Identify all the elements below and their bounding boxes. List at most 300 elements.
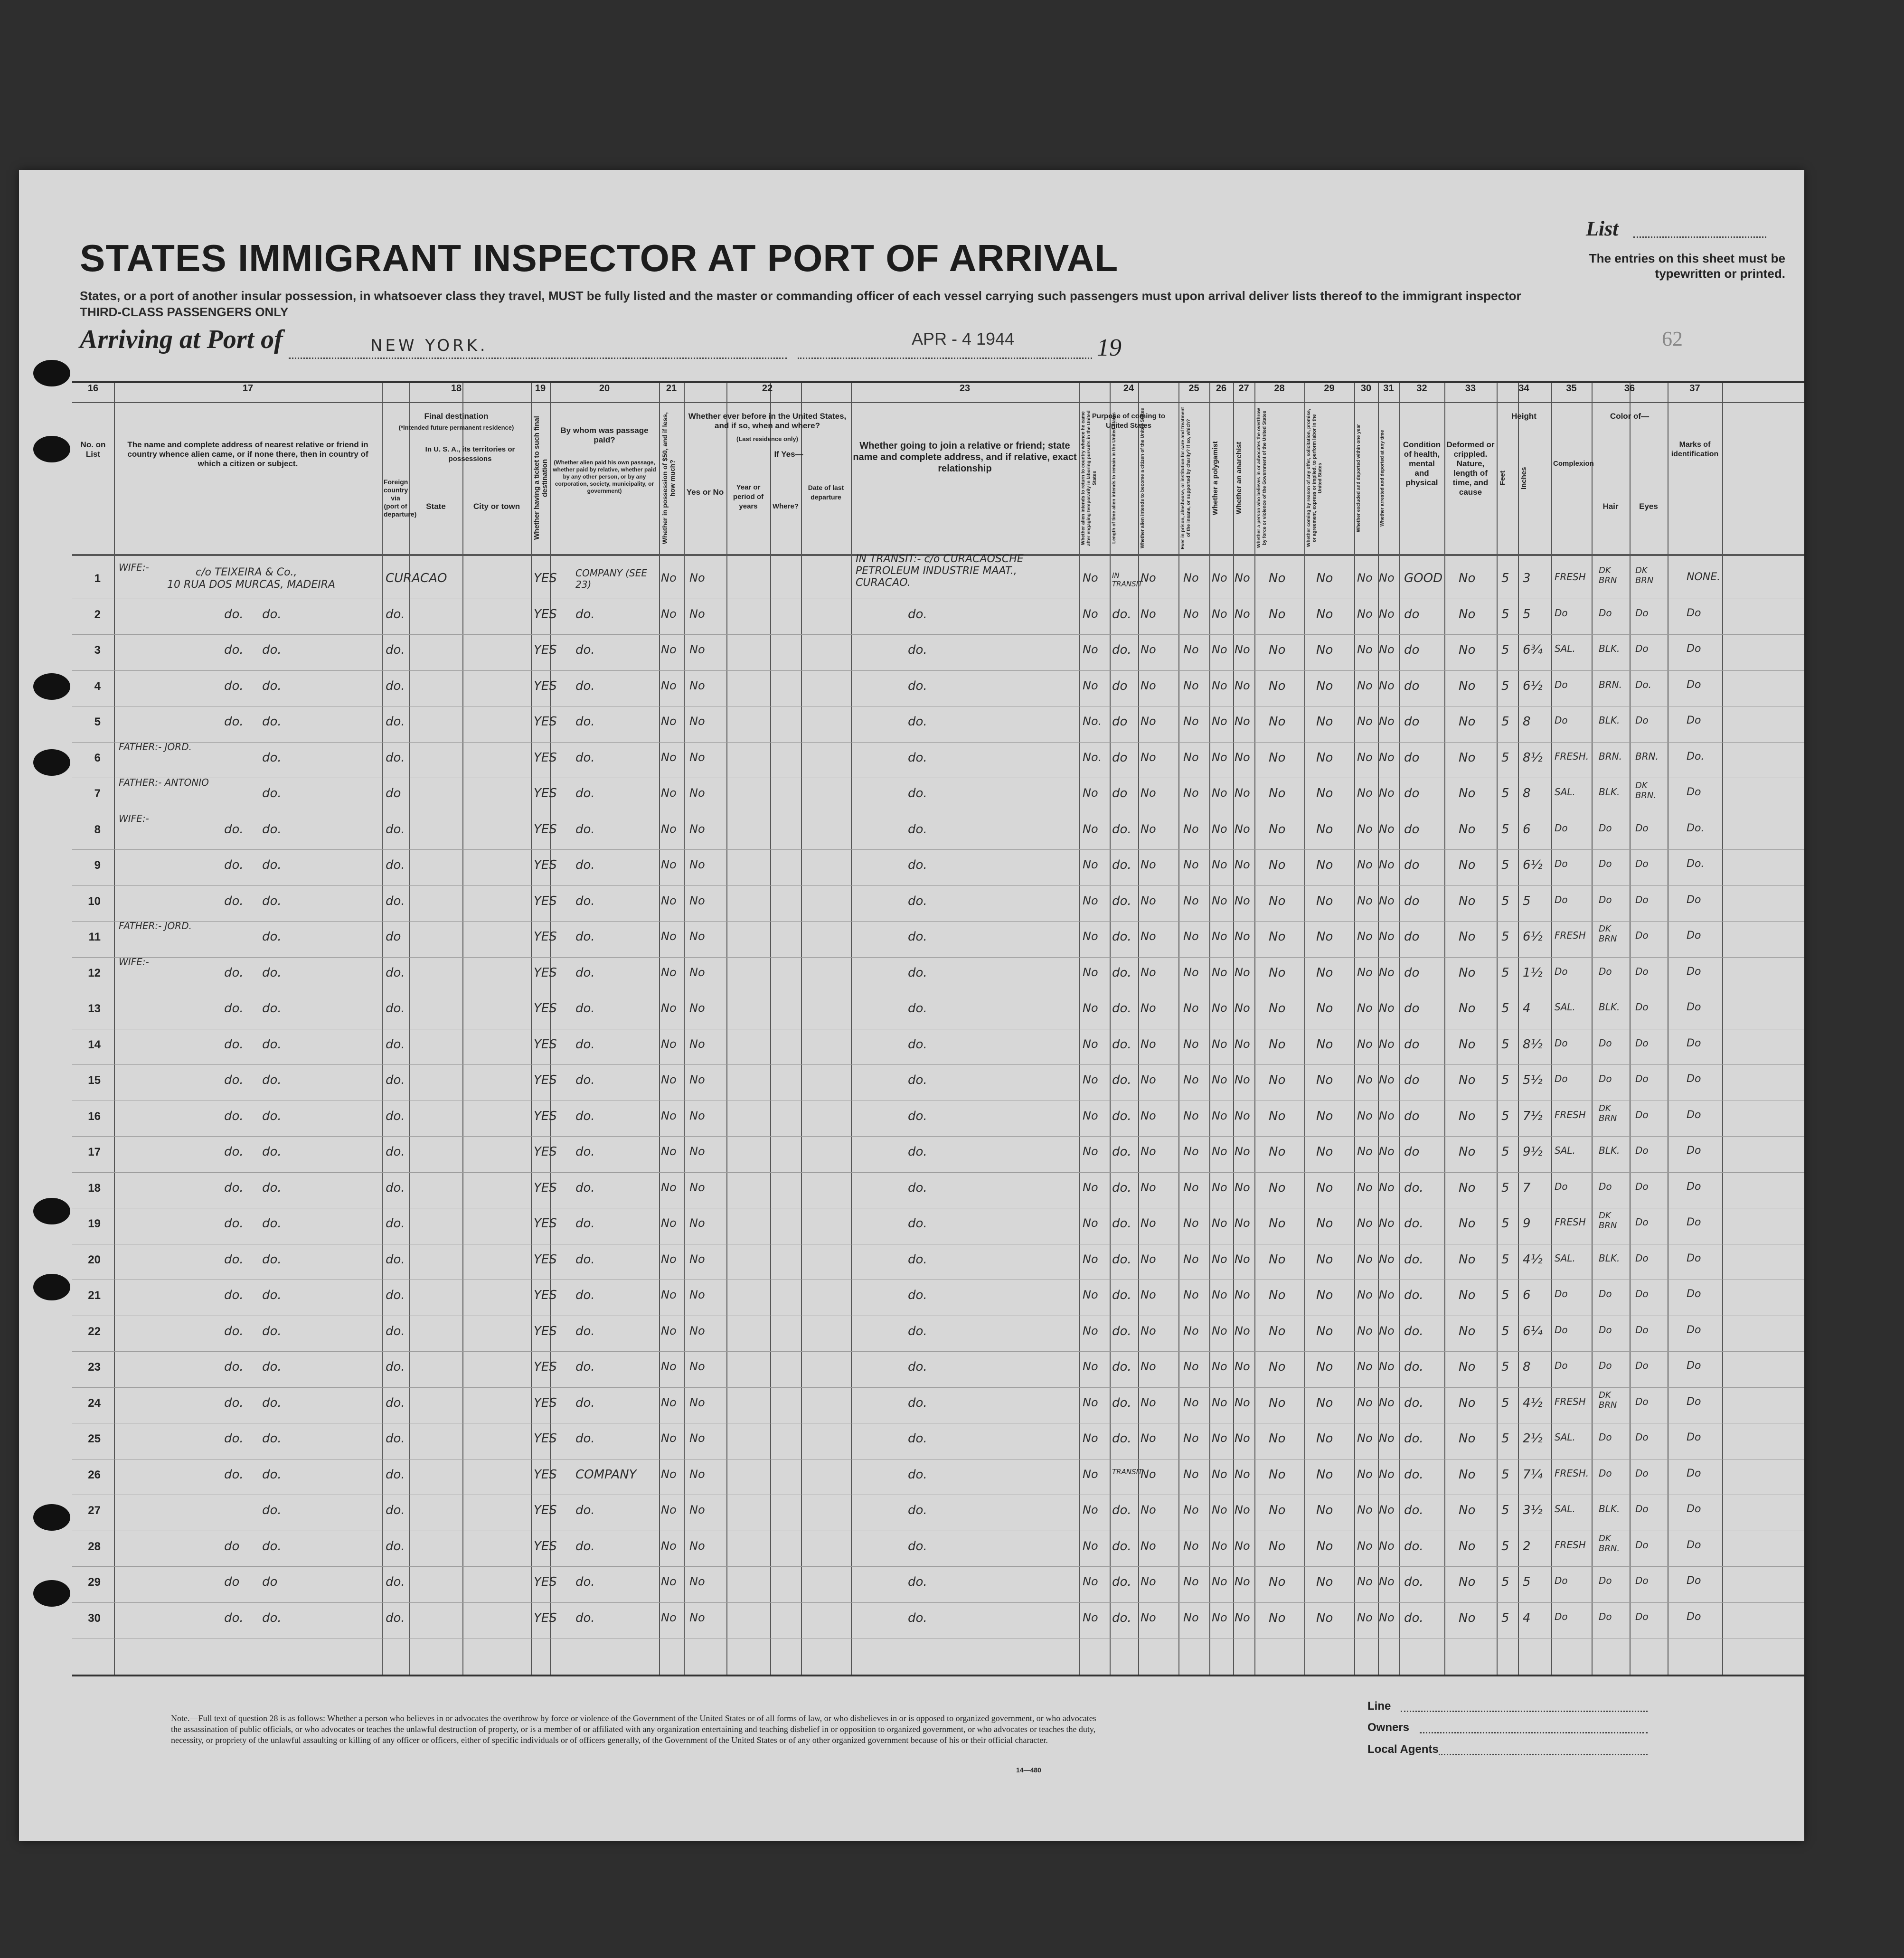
footnote: Note.—Full text of question 28 is as follows: Whether a person who believes in or advocates the overthrow by force or violence of the Government of the United States or of all forms of law, or who disbelieves in or is opposed to organized government, or who advocates the assassination of public officials, or who advocates or teaches the unlawful destruction of property, or is a member of or affiliated with any organization entertaining and teaching disbelief in or opposition to organized government, or who advocates or teaches the duty, necessity, or propriety of the unlawful assaulting or killing of any officer or officers, either of specific individuals or of officers generally, of the Government of the United States or of any other organized government because of his or their official character. xyxy=(171,1713,1096,1745)
row-rule xyxy=(72,1566,1804,1567)
arrival-date: APR - 4 1944 xyxy=(912,329,1015,348)
cell-c29: No xyxy=(1316,1037,1333,1052)
cell-c31: No xyxy=(1379,1145,1395,1158)
cell-bef: No xyxy=(689,1360,705,1373)
cell-c25: No xyxy=(1183,858,1199,871)
cell-tkt: YES xyxy=(534,822,557,837)
column-number: 18 xyxy=(451,383,462,394)
cell-cond: do. xyxy=(1404,1324,1423,1338)
cell-c30: No xyxy=(1357,965,1373,979)
cell-def: No xyxy=(1459,678,1476,693)
cell-paid: do. xyxy=(575,930,595,944)
cell-def: No xyxy=(1459,607,1476,621)
column-heading: Height xyxy=(1511,412,1536,421)
column-heading: (Last residence only) xyxy=(736,435,799,442)
cell-eyes: BRN. xyxy=(1635,750,1659,762)
row-number: 15 xyxy=(88,1074,101,1087)
column-heading: Whether a polygamist xyxy=(1211,441,1219,515)
cell-bef: No xyxy=(689,1503,705,1516)
cell-cx: FRESH xyxy=(1555,1539,1586,1551)
cell-cx: SAL. xyxy=(1555,1001,1575,1013)
cell-cond: do xyxy=(1404,930,1420,944)
cell-c30: No xyxy=(1357,858,1373,871)
column-heading: Whether having a ticket to such final destination xyxy=(533,416,549,540)
cell-ft: 5 xyxy=(1501,1252,1509,1267)
cell-c27: No xyxy=(1235,678,1250,692)
cell-bef: No xyxy=(689,930,705,943)
cell-cond: do xyxy=(1404,643,1420,657)
cell-bef: No xyxy=(689,1467,705,1481)
column-number: 16 xyxy=(87,383,99,394)
cell-join: do. xyxy=(908,678,927,693)
cell-def: No xyxy=(1459,1431,1476,1446)
cell-via: do. xyxy=(386,1288,405,1302)
row-number: 9 xyxy=(94,859,101,872)
cell-c31: No xyxy=(1379,643,1395,656)
column-heading: Final destination xyxy=(424,412,489,421)
cell-cx: Do xyxy=(1555,1324,1568,1336)
cell-name: do. xyxy=(224,1610,244,1625)
cell-c30: No xyxy=(1357,1324,1373,1337)
cell-via: do xyxy=(386,786,401,800)
cell-tkt: YES xyxy=(534,1503,557,1517)
cell-paid: do. xyxy=(575,1575,595,1589)
column-heading: If Yes— xyxy=(774,450,803,459)
cell-c26: No xyxy=(1212,643,1227,656)
cell-rel: FATHER:- JORD. xyxy=(119,741,192,753)
cell-c28: No xyxy=(1269,1467,1286,1482)
cell-p1: No xyxy=(1083,965,1098,979)
cell-p3: No xyxy=(1141,1037,1156,1051)
cell-p2: IN TRANSIT xyxy=(1112,571,1143,588)
cell-cond: do. xyxy=(1404,1395,1423,1410)
cell-p1: No xyxy=(1083,1109,1098,1122)
list-label: List xyxy=(1586,217,1619,240)
cell-eyes: Do xyxy=(1635,607,1649,619)
cell-eyes: Do xyxy=(1635,643,1649,654)
cell-name: do. xyxy=(224,894,244,908)
cell-ft: 5 xyxy=(1501,715,1509,729)
cell-paid: do. xyxy=(575,607,595,621)
cell-p1: No xyxy=(1083,1216,1098,1230)
cell-c28: No xyxy=(1269,1109,1286,1123)
row-number: 4 xyxy=(94,679,101,693)
cell-def: No xyxy=(1459,1073,1476,1087)
cell-def: No xyxy=(1459,1575,1476,1589)
cell-c25: No xyxy=(1183,607,1199,621)
cell-via: do. xyxy=(386,1395,405,1410)
cell-p3: No xyxy=(1141,894,1156,907)
cell-p2: do xyxy=(1112,715,1128,729)
cell-c29: No xyxy=(1316,1252,1333,1267)
cell-c30: No xyxy=(1357,1575,1373,1588)
cell-cx: Do xyxy=(1555,715,1568,726)
cell-via: do. xyxy=(386,715,405,729)
cell-c25: No xyxy=(1183,643,1199,656)
row-rule xyxy=(72,1387,1804,1388)
cell-f50: No xyxy=(661,1001,677,1015)
cell-c31: No xyxy=(1379,1467,1395,1481)
cell-via: do. xyxy=(386,750,405,765)
cell-p2: do. xyxy=(1112,1252,1131,1267)
cell-addr: do. xyxy=(262,607,282,621)
cell-p2: do. xyxy=(1112,965,1131,980)
row-number: 20 xyxy=(88,1253,101,1266)
port-value: NEW YORK. xyxy=(370,336,488,355)
cell-in: 6½ xyxy=(1523,678,1543,693)
cell-p3: No xyxy=(1141,571,1156,584)
page-title: STATES IMMIGRANT INSPECTOR AT PORT OF ARRIVAL xyxy=(80,237,1119,279)
cell-paid: do. xyxy=(575,1037,595,1052)
cell-p1: No xyxy=(1083,1395,1098,1409)
cell-addr: do. xyxy=(262,965,282,980)
cell-join: do. xyxy=(908,1539,927,1553)
cell-c29: No xyxy=(1316,1073,1333,1087)
cell-in: 9½ xyxy=(1523,1145,1543,1159)
cell-via: do. xyxy=(386,1360,405,1374)
cell-bef: No xyxy=(689,1324,705,1337)
cell-addr: do. xyxy=(262,894,282,908)
cell-c26: No xyxy=(1212,1073,1227,1086)
cell-eyes: Do xyxy=(1635,1360,1649,1371)
cell-ft: 5 xyxy=(1501,678,1509,693)
cell-marks: NONE. xyxy=(1687,571,1721,583)
cell-p3: No xyxy=(1141,1001,1156,1015)
cell-f50: No xyxy=(661,1037,677,1051)
form-number: 14—480 xyxy=(1016,1766,1041,1774)
cell-via: do. xyxy=(386,643,405,657)
cell-marks: Do xyxy=(1687,1288,1701,1300)
column-heading: Foreign country via (port of departure) xyxy=(384,478,417,518)
column-number: 21 xyxy=(666,383,677,394)
cell-paid: do. xyxy=(575,1503,595,1517)
cell-addr: do. xyxy=(262,1288,282,1302)
cell-bef: No xyxy=(689,1037,705,1051)
cell-p1: No xyxy=(1083,1431,1098,1445)
cell-def: No xyxy=(1459,858,1476,872)
cell-cx: Do xyxy=(1555,1360,1568,1371)
cell-hair: Do xyxy=(1599,1037,1612,1049)
cell-tkt: YES xyxy=(534,643,557,657)
cell-c28: No xyxy=(1269,1324,1286,1338)
column-heading: Whether coming by reason of any offer, solicitation, promise, or agreement, express or implied, to perform labor in the United States xyxy=(1306,409,1323,547)
cell-p2: do. xyxy=(1112,643,1131,657)
cell-cx: FRESH. xyxy=(1555,1467,1589,1479)
cell-name: do. xyxy=(224,1395,244,1410)
cell-cx: Do xyxy=(1555,1037,1568,1049)
cell-name: do. xyxy=(224,1467,244,1482)
cell-in: 7 xyxy=(1523,1180,1531,1195)
column-heading: By whom was passage paid? xyxy=(560,426,649,444)
cell-p3: No xyxy=(1141,1288,1156,1301)
cell-name: do. xyxy=(224,1431,244,1446)
cell-c25: No xyxy=(1183,1360,1199,1373)
cell-eyes: Do xyxy=(1635,1001,1649,1013)
cell-in: 8½ xyxy=(1523,1037,1543,1052)
cell-p2: do. xyxy=(1112,1037,1131,1052)
cell-tkt: YES xyxy=(534,1180,557,1195)
cell-name: do. xyxy=(224,1252,244,1267)
cell-c28: No xyxy=(1269,571,1286,585)
cell-bef: No xyxy=(689,1180,705,1194)
row-number: 2 xyxy=(94,608,101,621)
cell-eyes: Do xyxy=(1635,715,1649,726)
cell-tkt: YES xyxy=(534,571,557,585)
cell-eyes: Do xyxy=(1635,1288,1649,1299)
row-number: 22 xyxy=(88,1325,101,1338)
cell-c28: No xyxy=(1269,1180,1286,1195)
cell-c30: No xyxy=(1357,1431,1373,1445)
cell-hair: BLK. xyxy=(1599,786,1620,798)
cell-rel: WIFE:- xyxy=(119,812,149,824)
cell-eyes: Do xyxy=(1635,858,1649,869)
cell-join: do. xyxy=(908,1610,927,1625)
cell-cx: SAL. xyxy=(1555,786,1575,798)
cell-c29: No xyxy=(1316,1216,1333,1231)
cell-name: do. xyxy=(224,1360,244,1374)
cell-c25: No xyxy=(1183,1252,1199,1266)
cell-c29: No xyxy=(1316,607,1333,621)
cell-marks: Do xyxy=(1687,1037,1701,1049)
cell-p3: No xyxy=(1141,1360,1156,1373)
cell-f50: No xyxy=(661,1252,677,1266)
cell-c28: No xyxy=(1269,1395,1286,1410)
cell-c25: No xyxy=(1183,1575,1199,1588)
cell-c27: No xyxy=(1235,1216,1250,1230)
cell-f50: No xyxy=(661,1288,677,1301)
punch-hole xyxy=(33,1198,70,1224)
cell-c27: No xyxy=(1235,715,1250,728)
cell-def: No xyxy=(1459,1109,1476,1123)
cell-cx: FRESH xyxy=(1555,1109,1586,1120)
column-heading: Whether arrested and deported at any time xyxy=(1380,430,1385,527)
cell-in: 6½ xyxy=(1523,930,1543,944)
cell-p3: No xyxy=(1141,1324,1156,1337)
cell-marks: Do xyxy=(1687,894,1701,906)
cell-tkt: YES xyxy=(534,1539,557,1553)
cell-f50: No xyxy=(661,894,677,907)
cell-c27: No xyxy=(1235,894,1250,907)
row-number: 26 xyxy=(88,1468,101,1481)
cell-cx: FRESH xyxy=(1555,571,1586,583)
cell-c26: No xyxy=(1212,1324,1227,1337)
cell-via: do. xyxy=(386,822,405,837)
column-number: 29 xyxy=(1324,383,1335,394)
date-line xyxy=(798,358,1092,359)
cell-p2: do. xyxy=(1112,1145,1131,1159)
cell-c25: No xyxy=(1183,1467,1199,1481)
cell-bef: No xyxy=(689,1431,705,1445)
cell-c31: No xyxy=(1379,1001,1395,1015)
cell-c31: No xyxy=(1379,894,1395,907)
cell-bef: No xyxy=(689,750,705,764)
row-number: 19 xyxy=(88,1217,101,1230)
cell-def: No xyxy=(1459,1216,1476,1231)
cell-in: 1½ xyxy=(1523,965,1543,980)
cell-c29: No xyxy=(1316,930,1333,944)
cell-f50: No xyxy=(661,1360,677,1373)
subtitle: States, or a port of another insular possession, in whatsoever class they travel, MUST be fully listed and the master or commanding officer of each vessel carrying such passengers must upon arrival deliver lists thereof to the immigrant inspector xyxy=(80,289,1521,303)
punch-hole xyxy=(33,749,70,776)
cell-via: do. xyxy=(386,1109,405,1123)
cell-marks: Do xyxy=(1687,1431,1701,1443)
cell-c30: No xyxy=(1357,1073,1373,1086)
cell-eyes: Do. xyxy=(1635,678,1651,690)
cell-cond: do. xyxy=(1404,1467,1423,1482)
column-heading: Ever in prison, almshouse, or institution for care and treatment of the insane, or supported by charity? If so, which? xyxy=(1180,407,1191,549)
cell-c30: No xyxy=(1357,822,1373,836)
cell-marks: Do xyxy=(1687,1073,1701,1085)
cell-c29: No xyxy=(1316,1610,1333,1625)
cell-def: No xyxy=(1459,750,1476,765)
cell-c31: No xyxy=(1379,1288,1395,1301)
cell-f50: No xyxy=(661,678,677,692)
cell-in: 8 xyxy=(1523,786,1531,800)
cell-bef: No xyxy=(689,1539,705,1553)
cell-in: 2 xyxy=(1523,1539,1531,1553)
cell-addr: do. xyxy=(262,1467,282,1482)
cell-p1: No xyxy=(1083,1503,1098,1516)
column-heading: Date of last departure xyxy=(808,484,844,501)
punch-hole xyxy=(33,360,70,386)
cell-paid: COMPANY (SEE 23) xyxy=(575,567,648,590)
column-number: 35 xyxy=(1566,383,1577,394)
cell-marks: Do xyxy=(1687,1360,1701,1372)
cell-p2: do xyxy=(1112,678,1128,693)
cell-tkt: YES xyxy=(534,786,557,800)
cell-tkt: YES xyxy=(534,1109,557,1123)
cell-marks: Do xyxy=(1687,1575,1701,1587)
cell-join: do. xyxy=(908,1073,927,1087)
cell-cx: Do xyxy=(1555,678,1568,690)
cell-name: do. xyxy=(224,1324,244,1338)
cell-c27: No xyxy=(1235,571,1250,584)
cell-ft: 5 xyxy=(1501,1001,1509,1016)
cell-eyes: Do xyxy=(1635,965,1649,977)
cell-hair: Do xyxy=(1599,1324,1612,1336)
cell-bef: No xyxy=(689,1145,705,1158)
cell-f50: No xyxy=(661,930,677,943)
cell-c31: No xyxy=(1379,965,1395,979)
sheet-number: 62 xyxy=(1662,327,1683,350)
cell-addr: do. xyxy=(262,1001,282,1016)
year-prefix: 19 xyxy=(1097,334,1122,361)
row-rule xyxy=(72,670,1804,671)
cell-tkt: YES xyxy=(534,930,557,944)
cell-tkt: YES xyxy=(534,715,557,729)
cell-in: 7¼ xyxy=(1523,1467,1543,1482)
cell-c27: No xyxy=(1235,1503,1250,1516)
cell-tkt: YES xyxy=(534,1324,557,1338)
cell-c31: No xyxy=(1379,930,1395,943)
cell-name: do. xyxy=(224,1288,244,1302)
cell-paid: do. xyxy=(575,1252,595,1267)
cell-c25: No xyxy=(1183,894,1199,907)
cell-c28: No xyxy=(1269,1575,1286,1589)
cell-p2: do. xyxy=(1112,1324,1131,1338)
cell-c27: No xyxy=(1235,858,1250,871)
row-number: 1 xyxy=(94,572,101,585)
cell-paid: do. xyxy=(575,894,595,908)
manifest-sheet xyxy=(19,170,1804,1841)
cell-addr: do. xyxy=(262,1360,282,1374)
row-number: 30 xyxy=(88,1611,101,1625)
owners-field xyxy=(1420,1732,1648,1733)
cell-p2: TRANSIT xyxy=(1112,1467,1143,1476)
cell-addr: do. xyxy=(262,1539,282,1553)
cell-c28: No xyxy=(1269,1037,1286,1052)
cell-def: No xyxy=(1459,1610,1476,1625)
punch-hole xyxy=(33,673,70,700)
cell-c26: No xyxy=(1212,1252,1227,1266)
cell-c26: No xyxy=(1212,894,1227,907)
cell-c30: No xyxy=(1357,643,1373,656)
cell-c26: No xyxy=(1212,1001,1227,1015)
cell-name: do. xyxy=(224,1001,244,1016)
row-rule xyxy=(72,1136,1804,1137)
column-number: 33 xyxy=(1465,383,1476,394)
cell-def: No xyxy=(1459,1001,1476,1016)
cell-bef: No xyxy=(689,678,705,692)
cell-def: No xyxy=(1459,1324,1476,1338)
cell-c28: No xyxy=(1269,1503,1286,1517)
cell-addr: do. xyxy=(262,1109,282,1123)
cell-paid: do. xyxy=(575,643,595,657)
cell-cx: Do xyxy=(1555,822,1568,834)
cell-in: 5 xyxy=(1523,894,1531,908)
cell-f50: No xyxy=(661,1145,677,1158)
cell-name: do. xyxy=(224,822,244,837)
cell-c31: No xyxy=(1379,822,1395,836)
cell-paid: do. xyxy=(575,1216,595,1231)
cell-p3: No xyxy=(1141,930,1156,943)
cell-p1: No xyxy=(1083,1073,1098,1086)
cell-c26: No xyxy=(1212,1360,1227,1373)
cell-p1: No xyxy=(1083,678,1098,692)
cell-ft: 5 xyxy=(1501,930,1509,944)
row-number: 18 xyxy=(88,1181,101,1195)
cell-tkt: YES xyxy=(534,1145,557,1159)
cell-c28: No xyxy=(1269,894,1286,908)
cell-c25: No xyxy=(1183,715,1199,728)
line-field xyxy=(1401,1711,1648,1712)
cell-name: do. xyxy=(224,715,244,729)
column-heading: State xyxy=(426,502,446,511)
cell-p1: No xyxy=(1083,822,1098,836)
cell-p1: No xyxy=(1083,1575,1098,1588)
cell-cx: SAL. xyxy=(1555,1503,1575,1515)
entries-note: The entries on this sheet must be typewritten or printed. xyxy=(1589,251,1785,281)
cell-p3: No xyxy=(1141,678,1156,692)
cell-c31: No xyxy=(1379,715,1395,728)
cell-c29: No xyxy=(1316,858,1333,872)
cell-c27: No xyxy=(1235,1073,1250,1086)
cell-in: 6¼ xyxy=(1523,1324,1543,1338)
cell-via: do. xyxy=(386,1610,405,1625)
local-agents-field xyxy=(1439,1754,1648,1755)
cell-in: 8 xyxy=(1523,1360,1531,1374)
cell-def: No xyxy=(1459,822,1476,837)
cell-p2: do. xyxy=(1112,607,1131,621)
cell-c30: No xyxy=(1357,1037,1373,1051)
cell-c31: No xyxy=(1379,1180,1395,1194)
cell-c30: No xyxy=(1357,1145,1373,1158)
cell-marks: Do xyxy=(1687,786,1701,798)
cell-def: No xyxy=(1459,1503,1476,1517)
cell-addr: do. xyxy=(262,750,282,765)
cell-c30: No xyxy=(1357,1610,1373,1624)
cell-join: do. xyxy=(908,1001,927,1016)
